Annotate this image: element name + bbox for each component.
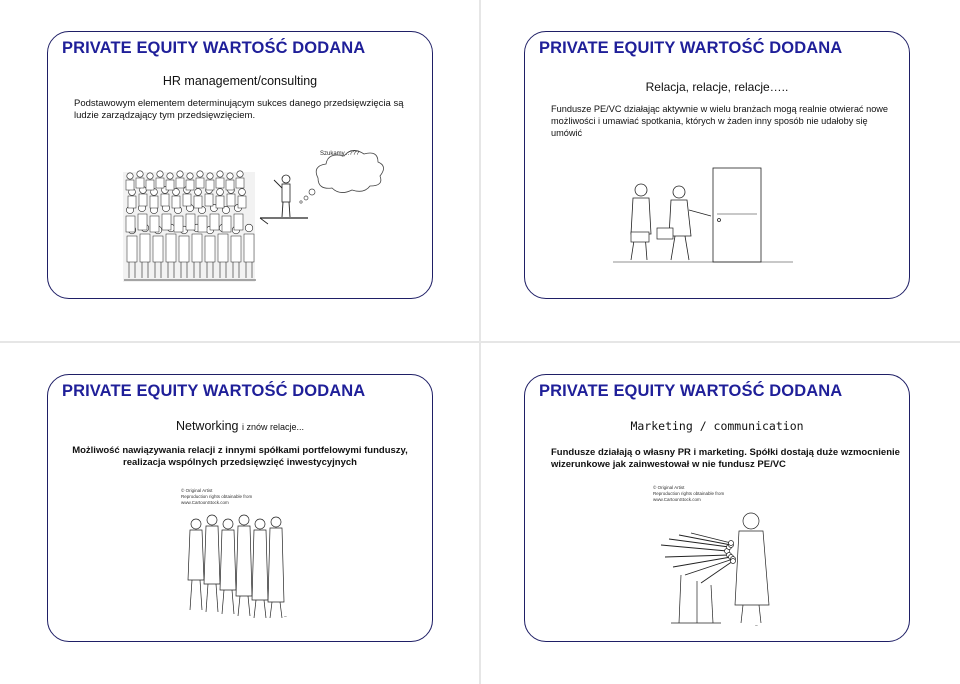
slide-marketing <box>524 374 910 642</box>
artist-signature: ~ <box>755 624 758 629</box>
thought-bubble-text: Szukamy...??? <box>320 151 360 157</box>
press-conference-cartoon <box>651 505 791 630</box>
subtitle-main: Networking <box>175 419 239 433</box>
slide-title: PRIVATE EQUITY WARTOŚĆ DODANA <box>62 39 366 57</box>
slide-subtitle: Marketing / communication <box>630 419 804 433</box>
crowd-of-people <box>123 171 256 282</box>
crowd-cartoon <box>118 144 418 294</box>
door-meeting-cartoon <box>613 162 813 272</box>
slide-body-text: Fundusze PE/VC działając aktywnie w wielu branżach mogą realnie otwierać nowe możliwości i umawiać spotkania, których w żaden inny sposób nie udałoby się umówić <box>551 104 889 138</box>
thought-bubble <box>300 150 384 203</box>
artist-signature: ~ <box>284 615 287 620</box>
door-icon <box>713 168 761 262</box>
slide-body-text: Podstawowym elementem determinującym sukces danego przedsięwzięcia są ludzie zarządzający tym przedsięwzięciem. <box>74 98 404 121</box>
slide-hr-management <box>47 31 433 299</box>
slide-relations <box>524 31 910 299</box>
cartoon-copyright: © Original Artist Reproduction rights obtainable from www.CartoonStock.com <box>181 488 253 505</box>
cartoon-copyright: © Original Artist Reproduction rights obtainable from www.CartoonStock.com <box>653 485 725 502</box>
slide-title: PRIVATE EQUITY WARTOŚĆ DODANA <box>62 382 366 400</box>
slide-networking <box>47 374 433 642</box>
slide-subtitle <box>48 419 432 433</box>
networking-cartoon <box>180 510 310 625</box>
speaker-on-podium <box>260 175 308 224</box>
slide-title: PRIVATE EQUITY WARTOŚĆ DODANA <box>539 382 843 400</box>
subtitle-small: i znów relacje... <box>241 422 305 432</box>
slide-title: PRIVATE EQUITY WARTOŚĆ DODANA <box>539 39 843 57</box>
slide-subtitle: HR management/consulting <box>162 74 318 88</box>
page-divider-horizontal <box>0 341 960 343</box>
slide-body-text: Możliwość nawiązywania relacji z innymi spółkami portfelowymi funduszy, realizacja wspólnych przedsięwzięć inwestycyjnych <box>72 445 408 468</box>
slide-body-text: Fundusze działają o własny PR i marketing. Spółki dostają duże wzmocnienie wizerunkowe jak zainwestował w nie fundusz PE/VC <box>551 447 900 470</box>
slide-subtitle: Relacja, relacje, relacje….. <box>645 80 789 94</box>
